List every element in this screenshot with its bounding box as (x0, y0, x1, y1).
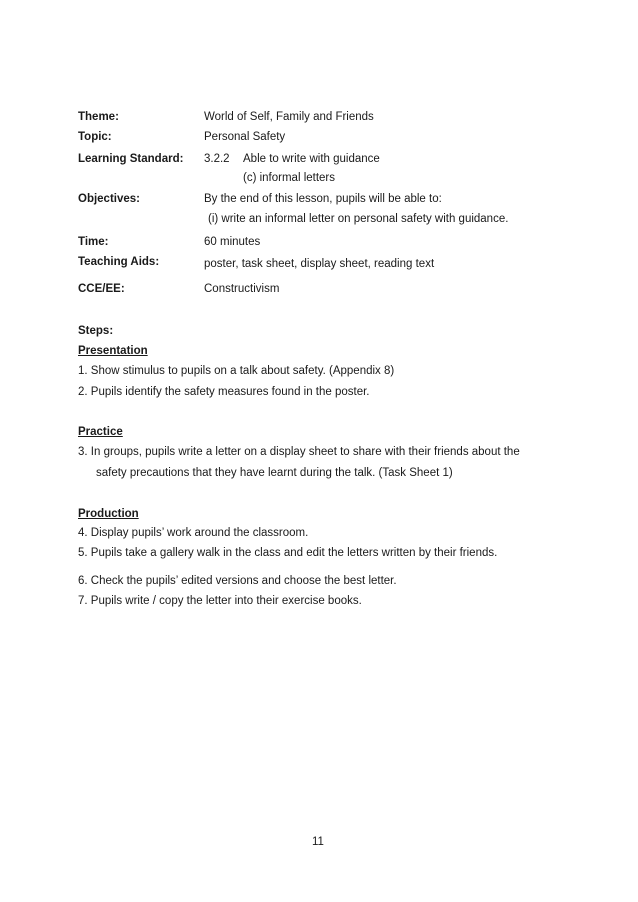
theme-value: World of Self, Family and Friends (204, 111, 374, 123)
page-number: 11 (312, 836, 324, 848)
learning-standard-sub: (c) informal letters (243, 172, 336, 184)
topic-value: Personal Safety (204, 131, 286, 143)
learning-standard-code: 3.2.2 (204, 153, 230, 165)
list-item: 5. Pupils take a gallery walk in the class and edit the letters written by their friends. (78, 547, 498, 559)
teaching-aids-value: poster, task sheet, display sheet, reading text (204, 258, 435, 270)
list-item: 7. Pupils write / copy the letter into their exercise books. (78, 595, 362, 607)
practice-heading: Practice (78, 426, 123, 438)
teaching-aids-label: Teaching Aids: (78, 256, 160, 268)
cce-value: Constructivism (204, 283, 280, 295)
objectives-text: By the end of this lesson, pupils will be able to: (204, 193, 442, 205)
presentation-heading: Presentation (78, 345, 148, 357)
learning-standard-label: Learning Standard: (78, 153, 184, 165)
time-value: 60 minutes (204, 236, 261, 248)
list-item: 3. In groups, pupils write a letter on a display sheet to share with their friends about the (78, 446, 520, 458)
learning-standard-text: Able to write with guidance (243, 153, 380, 165)
list-item: 2. Pupils identify the safety measures found in the poster. (78, 386, 370, 398)
time-label: Time: (78, 236, 109, 248)
production-heading: Production (78, 508, 139, 520)
topic-label: Topic: (78, 131, 112, 143)
cce-label: CCE/EE: (78, 283, 125, 295)
steps-heading: Steps: (78, 325, 114, 337)
objectives-item: (i) write an informal letter on personal safety with guidance. (208, 213, 509, 225)
theme-label: Theme: (78, 111, 119, 123)
objectives-label: Objectives: (78, 193, 140, 205)
list-item: 6. Check the pupils’ edited versions and choose the best letter. (78, 575, 397, 587)
list-item: 1. Show stimulus to pupils on a talk about safety. (Appendix 8) (78, 365, 395, 377)
list-item-continued: safety precautions that they have learnt during the talk. (Task Sheet 1) (96, 467, 453, 479)
list-item: 4. Display pupils’ work around the classroom. (78, 527, 309, 539)
